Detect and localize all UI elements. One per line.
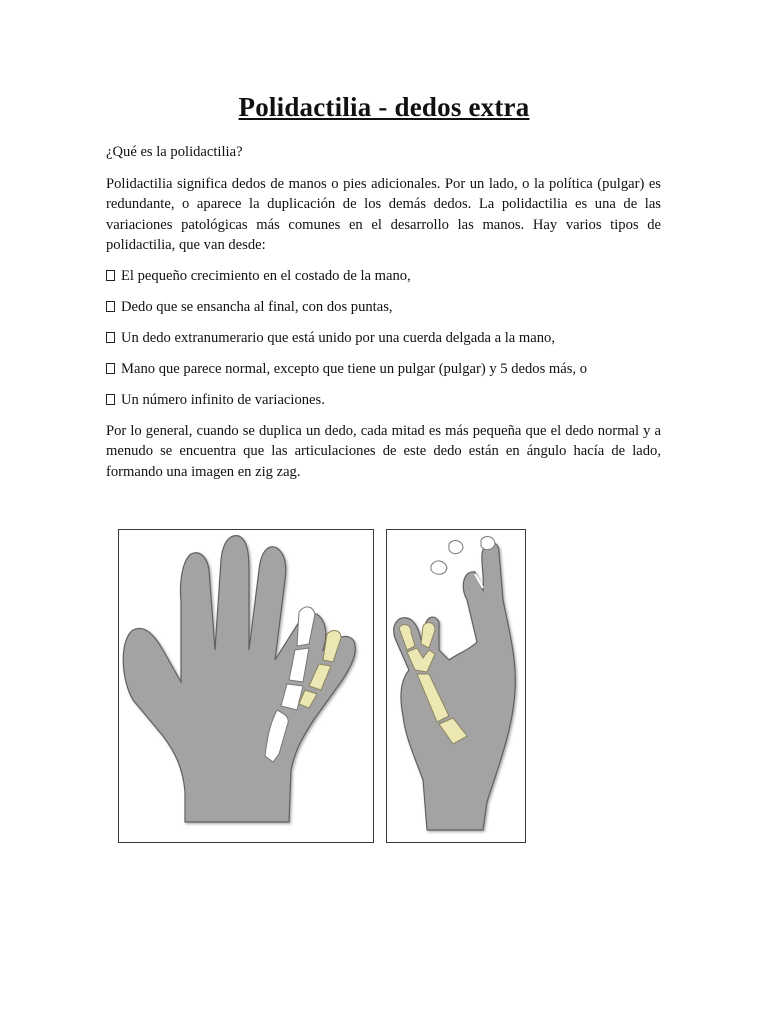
list-item-text: El pequeño crecimiento en el costado de la mano,	[121, 267, 411, 284]
bullet-glyph-icon	[106, 363, 115, 374]
list-item	[106, 297, 661, 318]
list-item	[106, 390, 661, 411]
bullet-glyph-icon	[106, 332, 115, 343]
list-item	[106, 328, 661, 349]
list-item-text: Un dedo extranumerario que está unido por una cuerda delgada a la mano,	[121, 329, 555, 346]
list-item	[106, 266, 661, 287]
question-paragraph: ¿Qué es la polidactilia?	[106, 144, 243, 160]
list-item-text: Dedo que se ensancha al final, con dos puntas,	[121, 298, 393, 315]
list-item	[106, 359, 661, 380]
document-body	[106, 142, 661, 492]
bullet-glyph-icon	[106, 301, 115, 312]
intro-paragraph: Polidactilia significa dedos de manos o pies adicionales. Por un lado, o la política (pulgar) es redundante, o aparece la duplicación de los demás dedos. La polidactilia es una de las variaciones patológicas más comunes en el desarrollo las manos. Hay varios tipos de polidactilia, que van desde:	[106, 175, 661, 253]
hand-illustration-right	[386, 529, 526, 843]
page-title: Polidactilia - dedos extra	[238, 92, 530, 122]
bullet-glyph-icon	[106, 270, 115, 281]
list-item-text: Un número infinito de variaciones.	[121, 391, 325, 408]
list-item-text: Mano que parece normal, excepto que tiene un pulgar (pulgar) y 5 dedos más, o	[121, 360, 588, 377]
hand-with-extra-finger-illustration	[119, 530, 372, 841]
hand-with-duplicated-thumb-illustration	[387, 530, 524, 841]
bullet-glyph-icon	[106, 394, 115, 405]
hand-illustration-left	[118, 529, 374, 843]
closing-paragraph: Por lo general, cuando se duplica un dedo, cada mitad es más pequeña que el dedo normal y a menudo se encuentra que las articulaciones de este dedo están en ángulo hacía de lado, formando una imagen en zig zag.	[106, 422, 661, 480]
